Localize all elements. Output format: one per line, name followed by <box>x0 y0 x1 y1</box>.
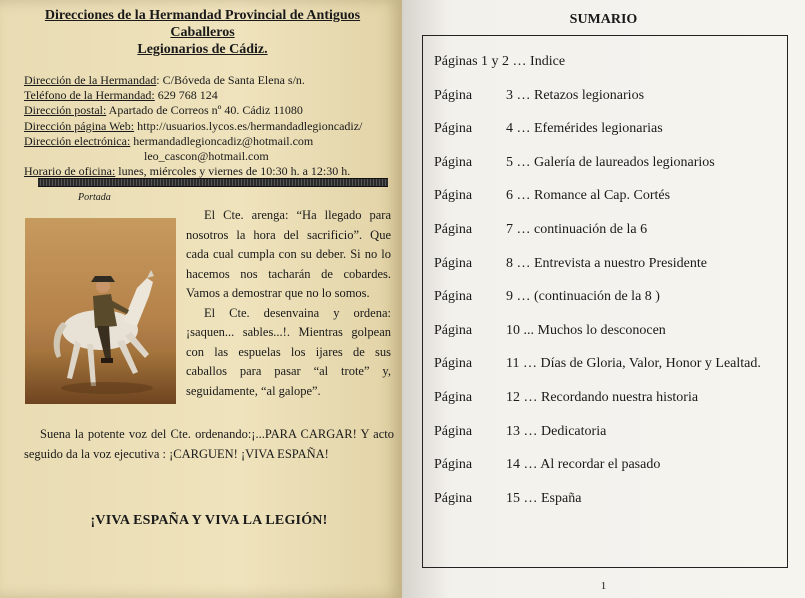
toc-page-label: Página <box>434 121 473 137</box>
toc-entry: 11 … Días de Gloria, Valor, Honor y Lealtad. <box>506 356 761 372</box>
toc-item[interactable] <box>434 454 794 488</box>
toc-item[interactable] <box>434 51 794 85</box>
toc-entry: 14 … Al recordar el pasado <box>506 457 661 473</box>
toc-entry: 10 ... Muchos lo desconocen <box>506 322 666 338</box>
info-label: Dirección de la Hermandad <box>24 73 157 87</box>
toc-entry: 3 … Retazos legionarios <box>506 87 645 103</box>
info-label: Horario de oficina: <box>24 164 116 179</box>
cover-painting <box>25 218 176 404</box>
header-line-3: Legionarios de Cádiz. <box>137 42 268 57</box>
contact-info <box>24 73 394 179</box>
toc-item[interactable] <box>434 118 794 152</box>
info-row-web <box>24 119 394 134</box>
info-value: Apartado de Correos nº 40. Cádiz 11080 <box>106 103 303 118</box>
header-line-1: Direcciones de la Hermandad Provincial de Antiguos <box>44 8 361 23</box>
toc-page-label: Página <box>434 356 473 372</box>
left-page <box>0 0 402 598</box>
paragraph-suena: Suena la potente voz del Cte. ordenando:¡...PARA CARGAR! Y acto seguido da la voz ejecutiva : ¡CARGUEN! ¡VIVA ESPAÑA! <box>24 427 394 461</box>
toc-entry: 8 … Entrevista a nuestro Presidente <box>506 255 708 271</box>
paragraph-ordena: El Cte. desenvaina y ordena: ¡saquen... sables...!. Mientras golpean con las espuelas los ijares de sus caballos para pasar “al trote” y, seguidamente, “al galope”. <box>186 305 391 398</box>
toc-page-label: Página <box>434 255 473 271</box>
info-value-email[interactable]: hermandadlegioncadiz@hotmail.com <box>130 133 314 148</box>
toc-item[interactable] <box>434 421 794 455</box>
toc-page-label: Página <box>434 423 473 439</box>
toc-entry: 5 … Galería de laureados legionarios <box>506 154 715 170</box>
toc-entry: 13 … Dedicatoria <box>506 423 607 439</box>
header-line-2: Caballeros <box>170 25 235 40</box>
toc-item[interactable] <box>434 353 794 387</box>
narrative-text <box>186 206 391 401</box>
info-row-phone <box>24 88 394 103</box>
toc-page-label: Página <box>434 221 473 237</box>
decorative-divider <box>38 178 388 187</box>
toc-item[interactable] <box>434 387 794 421</box>
info-label: Dirección postal: <box>24 103 107 118</box>
right-page <box>402 0 805 598</box>
toc-entry: Páginas 1 y 2 … Indice <box>434 54 566 69</box>
toc-page-label: Página <box>434 154 473 170</box>
toc-page-label: Página <box>434 322 473 338</box>
paragraph-arenga: El Cte. arenga: “Ha llegado para nosotros la hora del sacrificio”. Que cada cual cumpla con su deber. Si no lo hacemos nos tacharán de cobardes. Vamos a demostrar que no lo somos. <box>186 208 391 300</box>
table-of-contents <box>434 51 794 521</box>
toc-item[interactable] <box>434 253 794 287</box>
horseman-painting-image <box>25 218 176 404</box>
toc-page-label: Página <box>434 490 473 506</box>
toc-entry: 12 … Recordando nuestra historia <box>506 389 699 405</box>
info-row-address <box>24 73 394 88</box>
info-row-postal <box>24 103 394 118</box>
toc-entry: 15 … España <box>506 490 582 506</box>
toc-item[interactable] <box>434 152 794 186</box>
portada-label: Portada <box>78 192 111 203</box>
page-number: 1 <box>600 580 607 592</box>
info-label: Dirección página Web: <box>24 118 135 133</box>
toc-item[interactable] <box>434 185 794 219</box>
toc-entry: 7 … continuación de la 6 <box>506 221 648 237</box>
toc-page-label: Página <box>434 457 473 473</box>
toc-item[interactable] <box>434 320 794 354</box>
toc-page-label: Página <box>434 289 473 305</box>
info-value-web-link[interactable]: http://usuarios.lycos.es/hermandadlegioncadiz/ <box>134 118 363 133</box>
toc-entry: 9 … (continuación de la 8 ) <box>506 289 660 305</box>
closing-slogan: ¡VIVA ESPAÑA Y VIVA LA LEGIÓN! <box>90 513 328 528</box>
toc-item[interactable] <box>434 85 794 119</box>
toc-page-label: Página <box>434 188 473 204</box>
info-label: Dirección electrónica: <box>24 133 131 148</box>
toc-page-label: Página <box>434 389 473 405</box>
info-value: 629 768 124 <box>154 88 218 103</box>
sumario-title: SUMARIO <box>569 12 638 27</box>
page-header <box>25 7 380 58</box>
info-value: : C/Bóveda de Santa Elena s/n. <box>156 73 305 87</box>
info-row-email <box>24 134 394 149</box>
toc-entry: 4 … Efemérides legionarias <box>506 121 663 137</box>
toc-item[interactable] <box>434 219 794 253</box>
toc-item[interactable] <box>434 286 794 320</box>
info-extra-email[interactable]: leo_cascon@hotmail.com <box>144 149 269 164</box>
info-value: lunes, miércoles y viernes de 10:30 h. a 12:30 h. <box>115 164 351 179</box>
toc-page-label: Página <box>434 87 473 103</box>
info-label: Teléfono de la Hermandad: <box>24 88 155 103</box>
toc-entry: 6 … Romance al Cap. Cortés <box>506 188 671 204</box>
toc-item[interactable] <box>434 488 794 522</box>
